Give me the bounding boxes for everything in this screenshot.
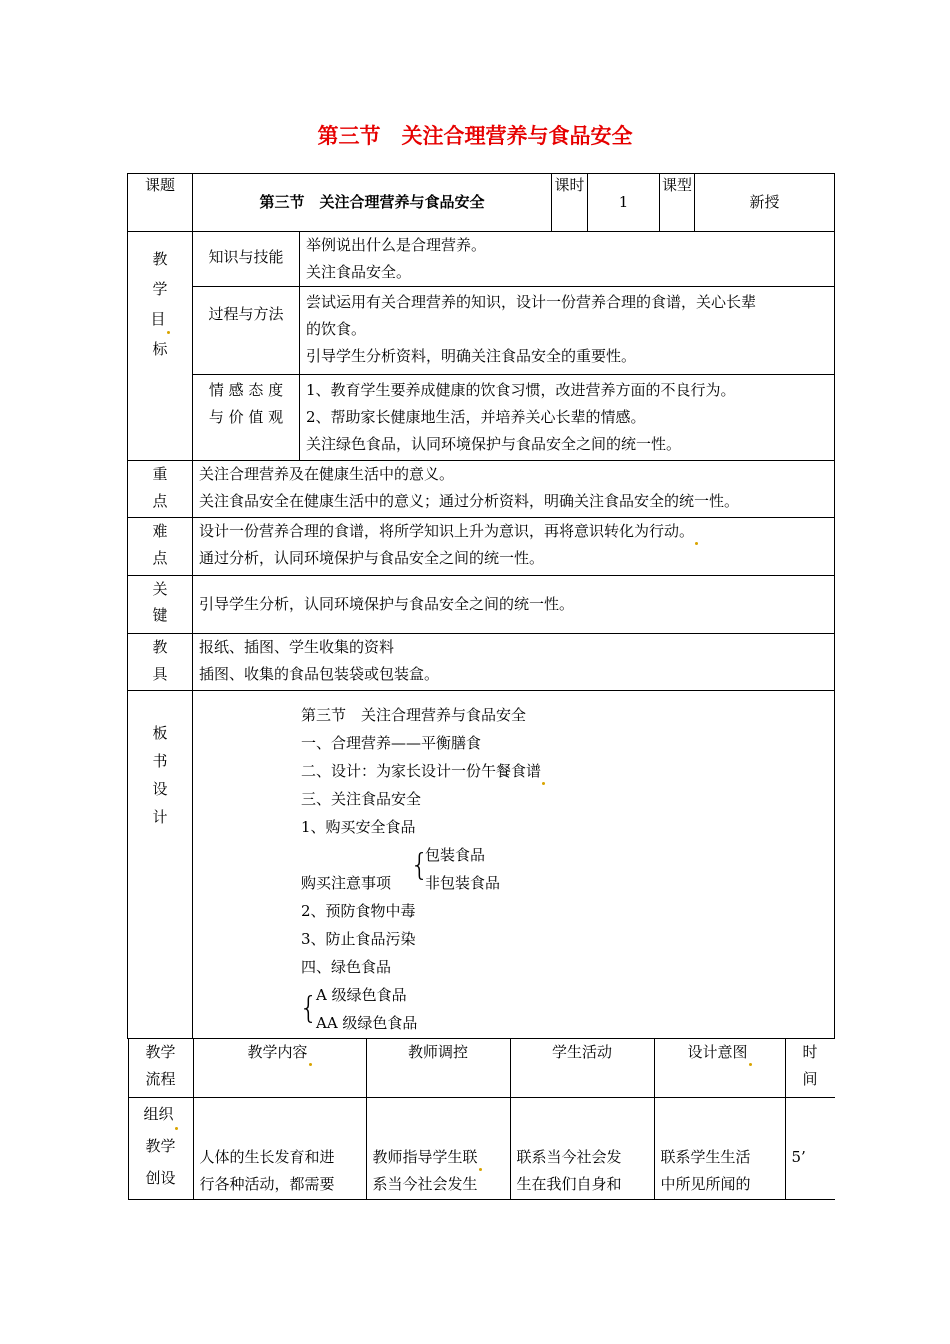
- board-packaged: 包装食品: [425, 846, 486, 864]
- board-row: [128, 691, 835, 1039]
- keys-row: [128, 576, 835, 634]
- key-points-row: [128, 461, 835, 518]
- goals-knowledge-row: [128, 232, 835, 287]
- board-label: 板 书 设 计: [128, 691, 193, 1039]
- flow-row-time: 5’: [785, 1097, 835, 1199]
- flow-section: [128, 1039, 835, 1200]
- board-line-3: 三、关注食品安全: [301, 790, 422, 808]
- board-line-2: 二、设计：为家长设计一份午餐食谱: [301, 758, 545, 785]
- header-row: [128, 174, 835, 232]
- difficulties-row: [128, 518, 835, 576]
- type-value: 新授: [695, 174, 835, 232]
- col-time: 时 间: [785, 1039, 835, 1097]
- flow-row-teacher: 教师指导学生联 系当今社会发生: [366, 1097, 510, 1199]
- goals-emotion-row: [128, 375, 835, 461]
- keys-label: 关 键: [128, 576, 193, 634]
- periods-label: 课时: [552, 174, 588, 232]
- difficulties-content: 设计一份营养合理的食谱，将所学知识上升为意识，再将意识转化为行动。 通过分析，认同环境保护与食品安全之间的统一性。: [193, 518, 835, 576]
- process-label: 过程与方法: [193, 287, 300, 375]
- col-content: 教学内容: [193, 1039, 366, 1097]
- board-notes-label: 购买注意事项: [301, 874, 392, 892]
- board-line-1: 一、合理营养——平衡膳食: [301, 734, 482, 752]
- lesson-plan-table: [127, 173, 835, 1200]
- board-line-6: 3、防止食品污染: [301, 930, 416, 948]
- flow-row: [128, 1097, 835, 1199]
- knowledge-label: 知识与技能: [193, 232, 300, 287]
- topic-value: 第三节 关注合理营养与食品安全: [193, 174, 552, 232]
- board-line-7: 四、绿色食品: [301, 958, 392, 976]
- board-unpackaged: 非包装食品: [425, 874, 501, 892]
- knowledge-content: 举例说出什么是合理营养。 关注食品安全。: [300, 232, 835, 287]
- topic-label: 课题: [128, 174, 193, 232]
- flow-row-content: 人体的生长发育和进 行各种活动，都需要: [193, 1097, 366, 1199]
- board-line-4: 1、购买安全食品: [301, 818, 416, 836]
- type-label: 课型: [660, 174, 695, 232]
- board-grade-aa: AA 级绿色食品: [316, 1014, 418, 1032]
- page-title: 第三节 关注合理营养与食品安全: [317, 124, 633, 148]
- board-title: 第三节 关注合理营养与食品安全: [301, 706, 527, 724]
- process-content: 尝试运用有关合理营养的知识，设计一份营养合理的食谱，关心长辈 的饮食。 引导学生分析资料，明确关注食品安全的重要性。: [300, 287, 835, 375]
- flow-row-label: 组织 教学 创设: [128, 1097, 193, 1199]
- tools-content: 报纸、插图、学生收集的资料 插图、收集的食品包装袋或包装盒。: [193, 634, 835, 691]
- board-line-5: 2、预防食物中毒: [301, 902, 416, 920]
- periods-value: 1: [588, 174, 660, 232]
- flow-header-row: [128, 1039, 835, 1097]
- flow-table: [128, 1039, 835, 1200]
- board-grade-a: A 级绿色食品: [316, 986, 407, 1004]
- col-student: 学生活动: [510, 1039, 654, 1097]
- emotion-content: 1、教育学生要养成健康的饮食习惯，改进营养方面的不良行为。 2、帮助家长健康地生活，并培养关心长辈的情感。 关注绿色食品，认同环境保护与食品安全之间的统一性。: [300, 375, 835, 461]
- tools-label: 教 具: [128, 634, 193, 691]
- flow-label: 教学 流程: [128, 1039, 193, 1097]
- brace-icon: {: [299, 991, 319, 1026]
- col-teacher: 教师调控: [366, 1039, 510, 1097]
- brace-icon: {: [410, 848, 430, 883]
- flow-row-student: 联系当今社会发 生在我们自身和: [510, 1097, 654, 1199]
- difficulties-label: 难 点: [128, 518, 193, 576]
- board-content: [193, 691, 835, 1039]
- flow-row-intent: 联系学生生活 中所见所闻的: [654, 1097, 785, 1199]
- key-points-label: 重 点: [128, 461, 193, 518]
- emotion-label: 情 感 态 度 与 价 值 观: [193, 375, 300, 461]
- keys-content: 引导学生分析，认同环境保护与食品安全之间的统一性。: [193, 576, 835, 634]
- goals-process-row: [128, 287, 835, 375]
- key-points-content: 关注合理营养及在健康生活中的意义。 关注食品安全在健康生活中的意义；通过分析资料，明确关注食品安全的统一性。: [193, 461, 835, 518]
- goals-label: 教 学 目 标: [128, 232, 193, 461]
- col-intent: 设计意图: [654, 1039, 785, 1097]
- tools-row: [128, 634, 835, 691]
- board-outline: [193, 691, 834, 1031]
